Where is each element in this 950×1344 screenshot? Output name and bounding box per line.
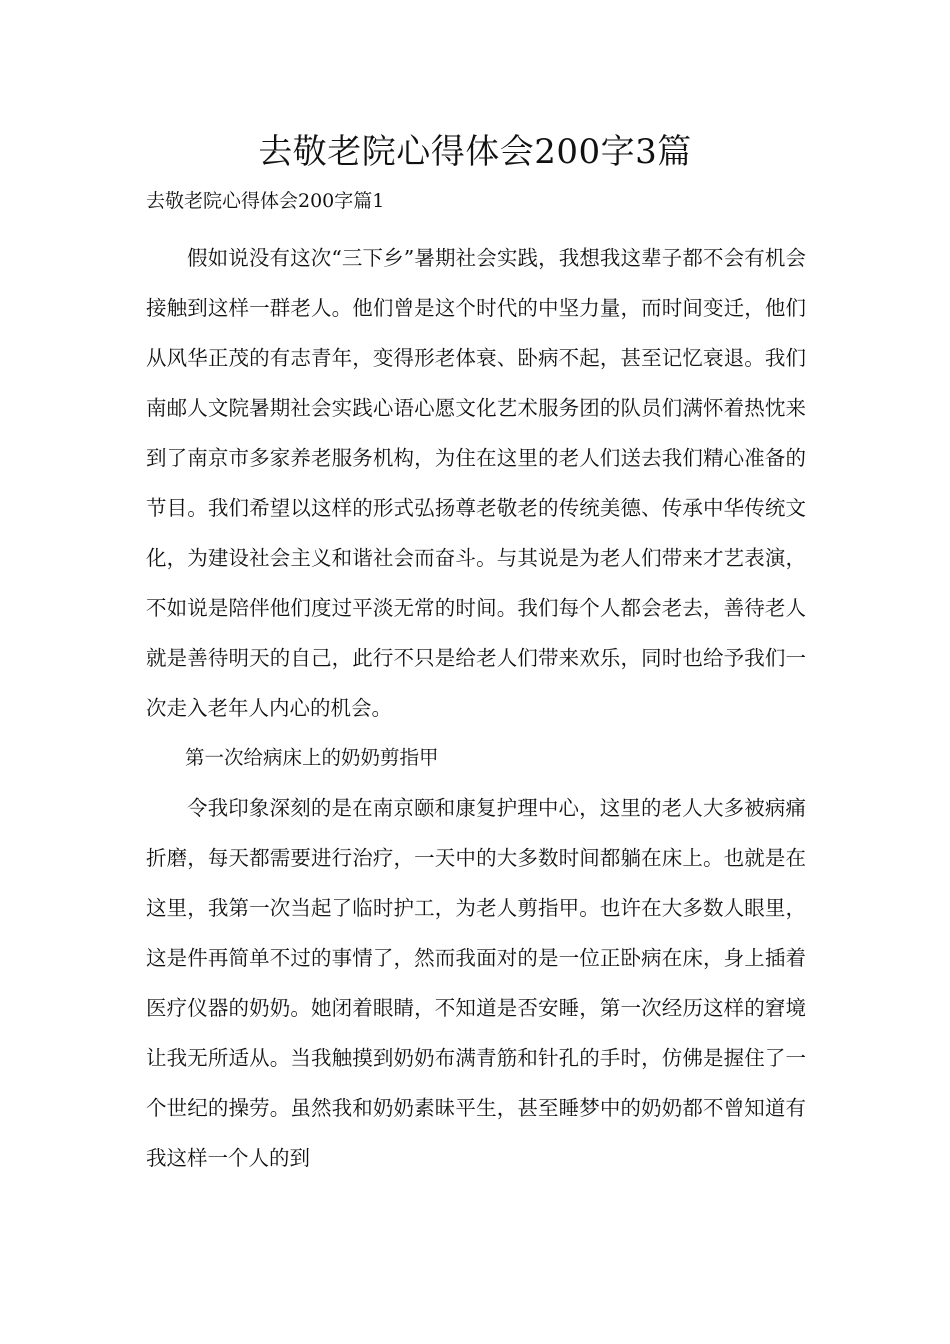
body-paragraph-1: 假如说没有这次“三下乡”暑期社会实践，我想我这辈子都不会有机会接触到这样一群老人。他们曾是这个时代的中坚力量，而时间变迁，他们从风华正茂的有志青年，变得形老体衰、卧病不起，甚至记忆衰退。我们南邮人文院暑期社会实践心语心愿文化艺术服务团的队员们满怀着热忱来到了南京市多家养老服务机构，为住在这里的老人们送去我们精心准备的节目。我们希望以这样的形式弘扬尊老敬老的传统美德、传承中华传统文化，为建设社会主义和谐社会而奋斗。与其说是为老人们带来才艺表演，不如说是陪伴他们度过平淡无常的时间。我们每个人都会老去，善待老人就是善待明天的自己，此行不只是给老人们带来欢乐，同时也给予我们一次走入老年人内心的机会。: [146, 246, 806, 720]
body-paragraph-2: 令我印象深刻的是在南京颐和康复护理中心，这里的老人大多被病痛折磨，每天都需要进行治疗，一天中的大多数时间都躺在床上。也就是在这里，我第一次当起了临时护工，为老人剪指甲。也许在大多数人眼里，这是件再简单不过的事情了，然而我面对的是一位正卧病在床，身上插着医疗仪器的奶奶。她闭着眼睛，不知道是否安睡，第一次经历这样的窘境让我无所适从。当我触摸到奶奶布满青筋和针孔的手时，仿佛是握住了一个世纪的操劳。虽然我和奶奶素昧平生，甚至睡梦中的奶奶都不曾知道有我这样一个人的到: [146, 796, 806, 1170]
paragraph-subheading: 第一次给病床上的奶奶剪指甲: [185, 746, 439, 769]
document-title: 去敬老院心得体会200字3篇: [258, 132, 692, 172]
section-heading: 去敬老院心得体会200字篇1: [146, 190, 385, 212]
document-body: [146, 233, 806, 1183]
